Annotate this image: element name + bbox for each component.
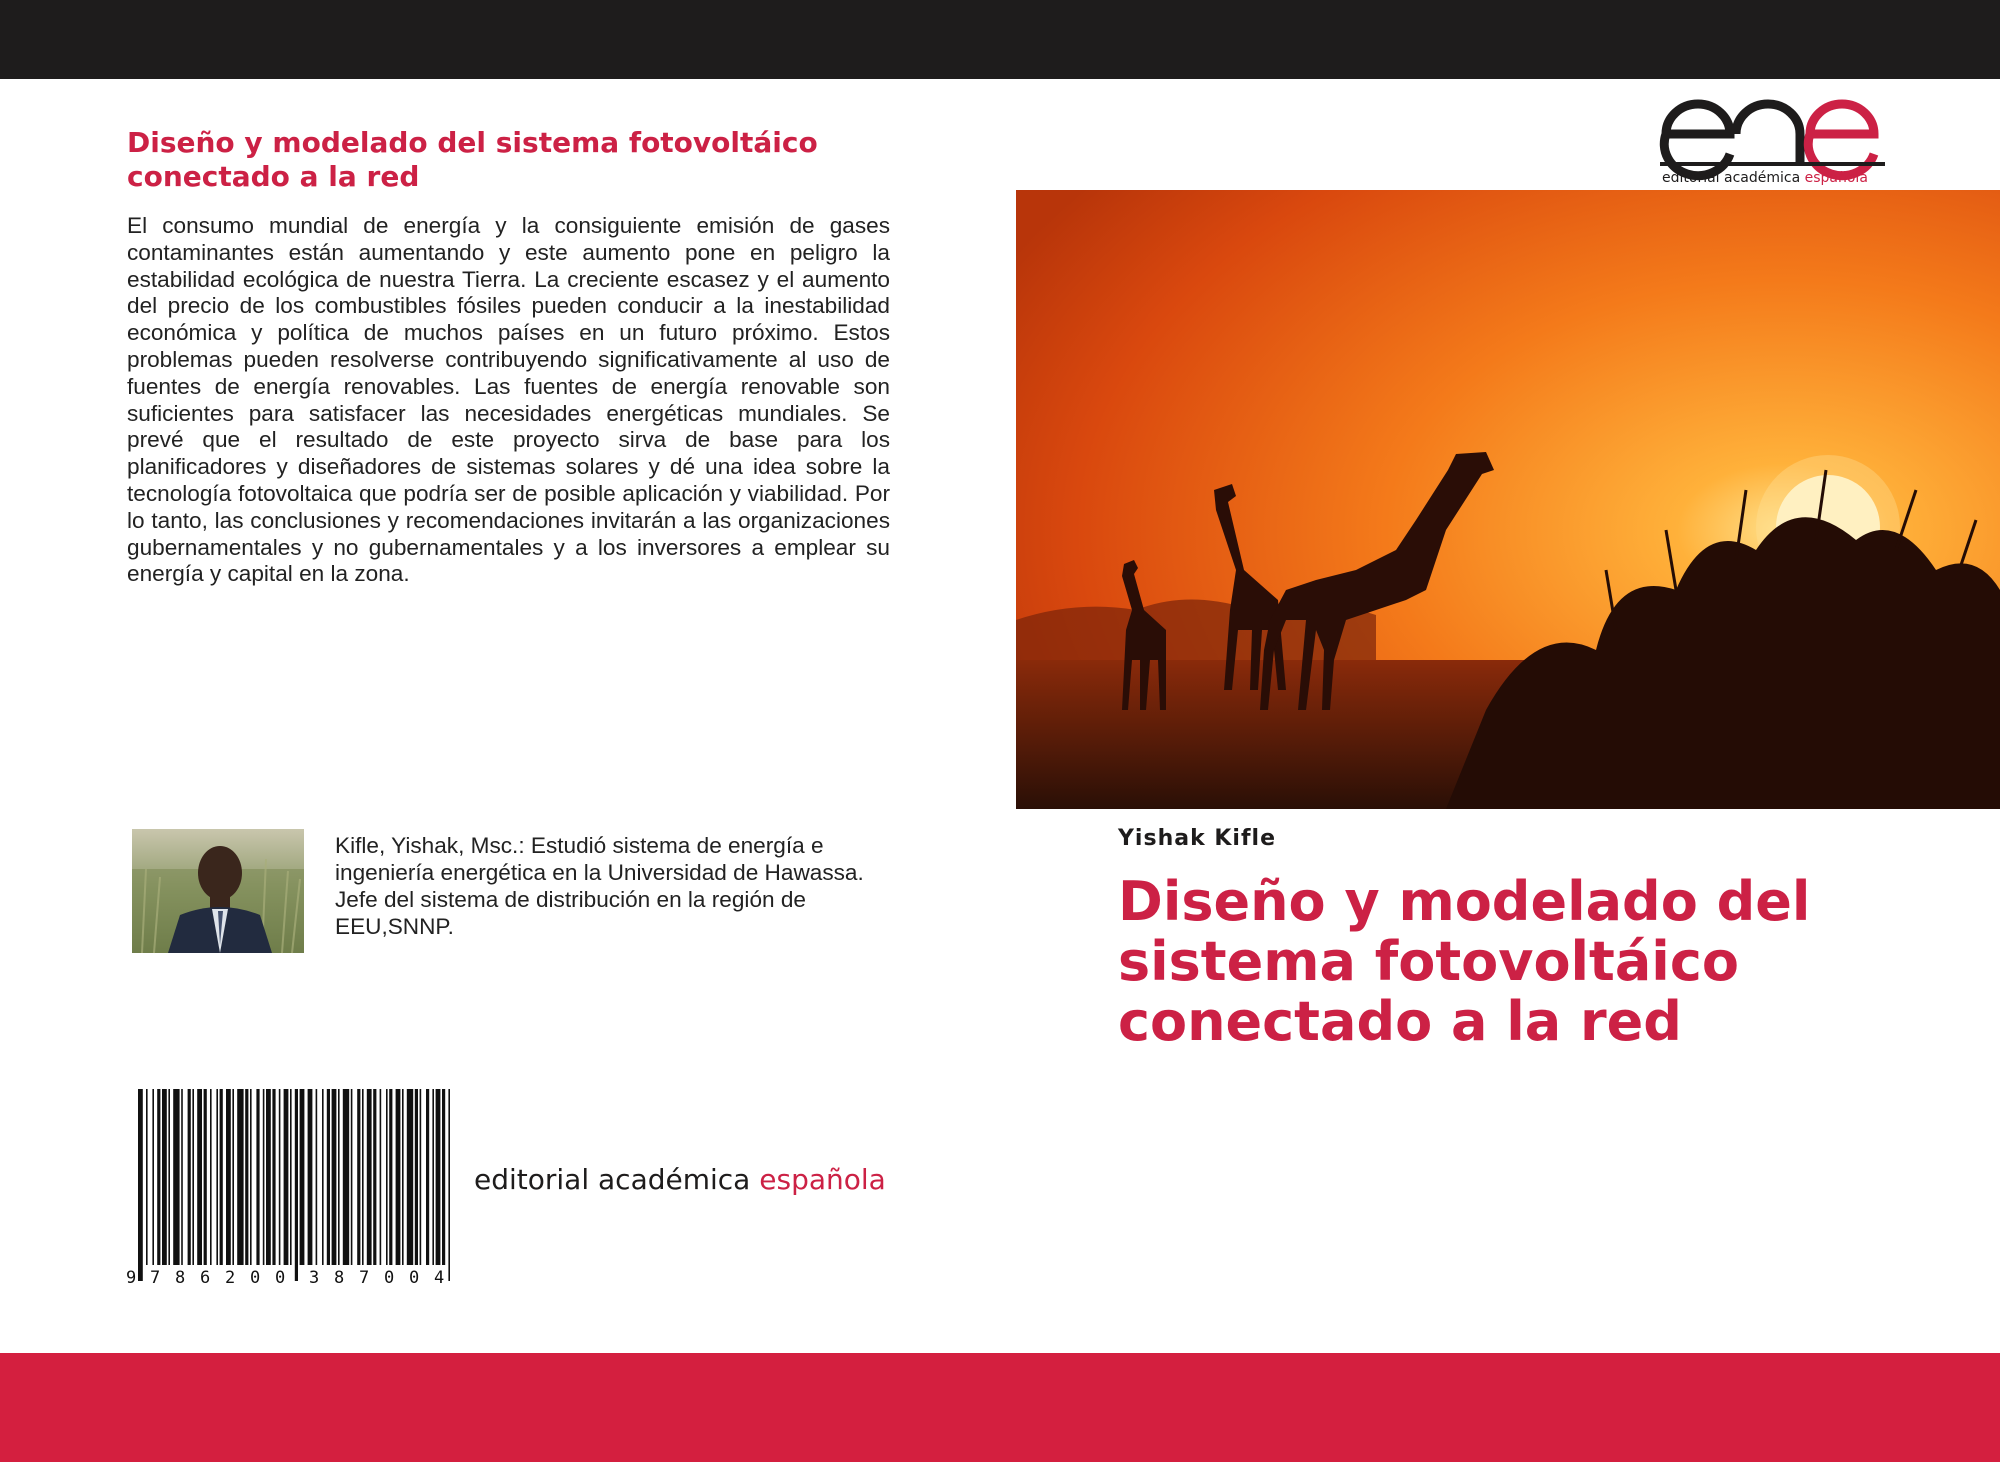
cover-image-giraffes-sunset bbox=[1016, 190, 2000, 809]
barcode-bar bbox=[367, 1089, 372, 1265]
isbn-digit: 8 bbox=[334, 1268, 345, 1288]
barcode-bar bbox=[357, 1089, 360, 1265]
barcode-bar bbox=[168, 1089, 170, 1265]
isbn-digit: 0 bbox=[275, 1268, 286, 1288]
isbn-digit: 9 bbox=[126, 1268, 137, 1288]
barcode-bar bbox=[226, 1089, 231, 1265]
barcode-bar bbox=[322, 1089, 324, 1265]
barcode-bar bbox=[263, 1089, 265, 1265]
barcode-bar bbox=[389, 1089, 392, 1265]
barcode-bar bbox=[272, 1089, 275, 1265]
barcode-bar bbox=[420, 1089, 422, 1265]
isbn-digit: 7 bbox=[150, 1268, 161, 1288]
barcode-bar bbox=[157, 1089, 160, 1265]
barcode-bar bbox=[351, 1089, 353, 1265]
barcode-bar bbox=[197, 1089, 202, 1265]
barcode-bar bbox=[415, 1089, 418, 1265]
barcode-bar bbox=[173, 1089, 179, 1265]
barcode-bar bbox=[210, 1089, 212, 1265]
barcode-publisher-name: editorial académica española bbox=[474, 1163, 886, 1196]
barcode-bar bbox=[432, 1089, 434, 1265]
author-photo bbox=[132, 829, 304, 953]
back-cover-blurb: El consumo mundial de energía y la consiguiente emisión de gases contaminantes están aumentando y este aumento pone en peligro la estabilidad ecológica de nuestra Tierra. La creciente escasez y el aumento del precio de los combustibles fósiles pueden conducir a la inestabilidad económica y política de muchos países en un futuro próximo. Estos problemas pueden resolverse contribuyendo significativamente al uso de fuentes de energía renovables. Las fuentes de energía renovable son suficientes para satisfacer las necesidades energéticas mundiales. Se prevé que el resultado de este proyecto sirva de base para los planificadores y diseñadores de sistemas solares y dé una idea sobre la tecnología fotovoltaica que podría ser de posible aplicación y viabilidad. Por lo tanto, las conclusiones y recomendaciones invitarán a las organizaciones gubernamentales y no gubernamentales y a los inversores a emplear su energía y capital en la zona. bbox=[127, 213, 890, 587]
isbn-digit: 2 bbox=[225, 1268, 236, 1288]
barcode-bar bbox=[245, 1089, 248, 1265]
isbn-digit: 3 bbox=[309, 1268, 320, 1288]
barcode-bar bbox=[152, 1089, 154, 1265]
barcode-bar bbox=[343, 1089, 349, 1265]
barcode-bar bbox=[146, 1089, 148, 1265]
barcode-bar bbox=[192, 1089, 194, 1265]
front-cover-author: Yishak Kifle bbox=[1118, 826, 1276, 851]
barcode-bar bbox=[407, 1089, 413, 1265]
barcode-bar bbox=[181, 1089, 183, 1265]
barcode-bar bbox=[216, 1089, 218, 1265]
barcode-bar bbox=[204, 1089, 207, 1265]
barcode-bar bbox=[386, 1089, 388, 1265]
isbn-digit: 4 bbox=[434, 1268, 445, 1288]
logo-caption: editorial académica española bbox=[1662, 170, 1868, 186]
isbn-digit: 7 bbox=[359, 1268, 370, 1288]
barcode bbox=[126, 1089, 460, 1287]
barcode-bar bbox=[300, 1089, 305, 1265]
barcode-bar bbox=[266, 1089, 271, 1265]
barcode-bar bbox=[237, 1089, 243, 1265]
barcode-bar bbox=[402, 1089, 404, 1265]
barcode-bar bbox=[436, 1089, 441, 1265]
barcode-bar bbox=[426, 1089, 429, 1265]
barcode-bar bbox=[290, 1089, 292, 1265]
barcode-bar bbox=[396, 1089, 401, 1265]
barcode-bar bbox=[338, 1089, 340, 1265]
bottom-bar bbox=[0, 1353, 2000, 1462]
barcode-bar bbox=[220, 1089, 223, 1265]
barcode-bar bbox=[373, 1089, 376, 1265]
author-bio: Kifle, Yishak, Msc.: Estudió sistema de energía e ingeniería energética en la Universidad de Hawassa. Jefe del sistema de distribución en la región de EEU,SNNP. bbox=[335, 833, 864, 939]
barcode-bar bbox=[332, 1089, 337, 1265]
barcode-bar bbox=[279, 1089, 281, 1265]
barcode-bar bbox=[188, 1089, 191, 1265]
svg-text:eae: eae bbox=[1660, 81, 1690, 100]
isbn-digit: 8 bbox=[175, 1268, 186, 1288]
back-cover-title: Diseño y modelado del sistema fotovoltáico conectado a la red bbox=[127, 126, 818, 193]
isbn-digit: 6 bbox=[200, 1268, 211, 1288]
barcode-bar bbox=[327, 1089, 330, 1265]
isbn-digit: 0 bbox=[384, 1268, 395, 1288]
isbn-digit: 0 bbox=[409, 1268, 420, 1288]
barcode-bar bbox=[316, 1089, 318, 1265]
barcode-bar bbox=[162, 1089, 167, 1265]
barcode-bar bbox=[442, 1089, 445, 1265]
barcode-bar bbox=[250, 1089, 252, 1265]
front-cover-title: Diseño y modelado del sistema fotovoltáico conectado a la red bbox=[1118, 870, 1811, 1053]
barcode-bar bbox=[138, 1089, 143, 1281]
barcode-bar bbox=[362, 1089, 364, 1265]
barcode-bar bbox=[284, 1089, 289, 1265]
barcode-bar bbox=[232, 1089, 234, 1265]
barcode-bar bbox=[380, 1089, 382, 1265]
isbn-digit: 0 bbox=[250, 1268, 261, 1288]
barcode-bar bbox=[295, 1089, 298, 1281]
barcode-bar bbox=[448, 1089, 450, 1281]
barcode-bar bbox=[256, 1089, 259, 1265]
top-bar bbox=[0, 0, 2000, 79]
barcode-bar bbox=[308, 1089, 313, 1265]
